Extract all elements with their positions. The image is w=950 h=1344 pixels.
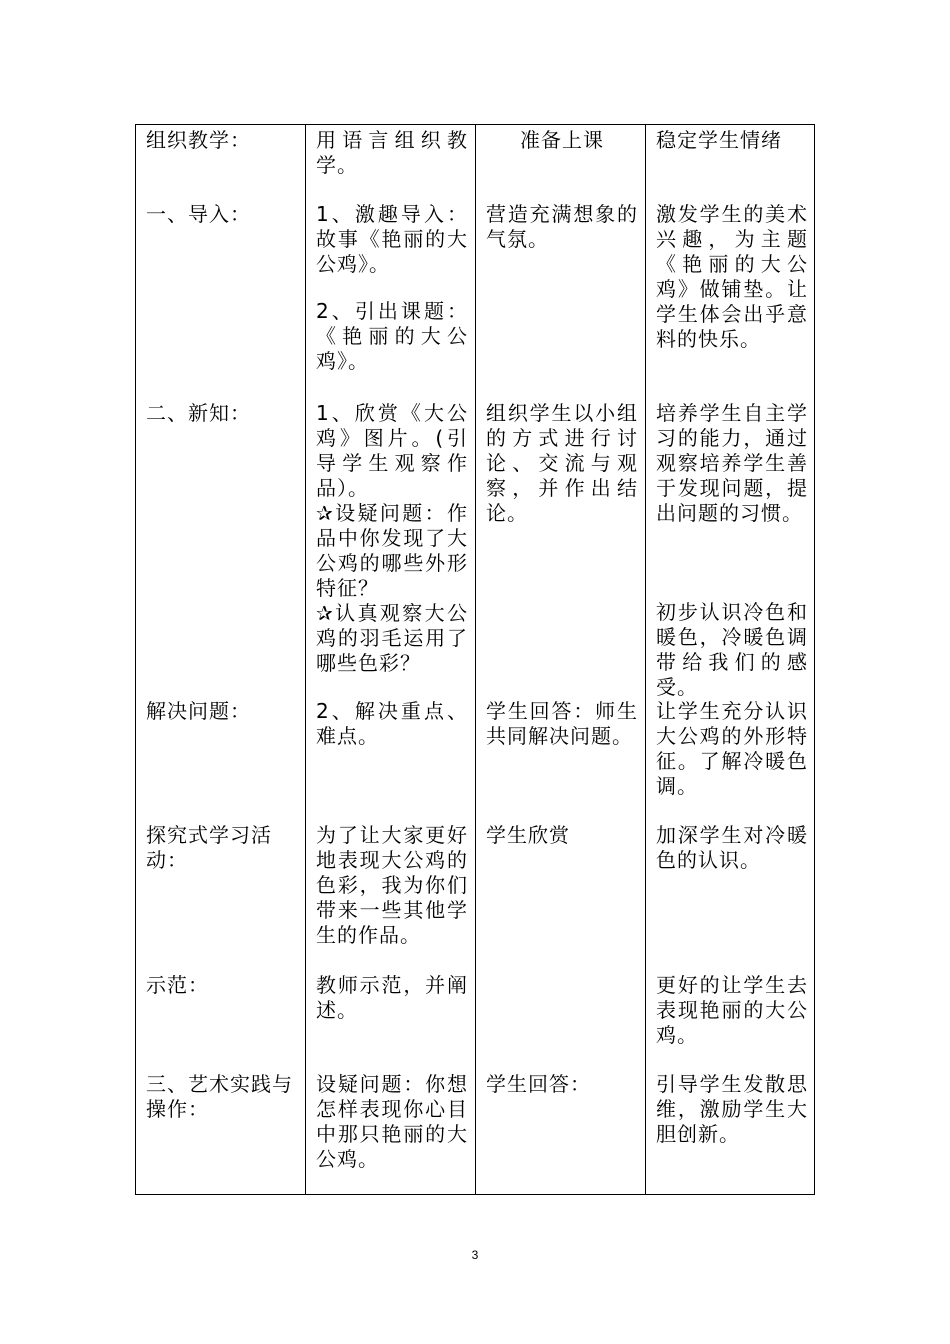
step-label-solve: 解决问题： [146,699,251,723]
design-intent-new-knowledge: 培养学生自主学习的能力，通过观察培养学生善于发现问题，提出问题的习惯。 [656,401,808,525]
design-intent-practice: 引导学生发散思维，激励学生大胆创新。 [656,1072,808,1146]
step-label-inquiry: 探究式学习活动： [146,823,272,872]
step-label-intro: 一、导入： [146,202,251,226]
design-intent-solve: 让学生充分认识大公鸡的外形特征。了解冷暖色调。 [656,699,808,798]
student-activity-solve: 学生回答：师生共同解决问题。 [486,699,638,748]
step-label-organize: 组织教学： [146,128,251,152]
design-intent-organize: 稳定学生情绪 [656,128,782,152]
column-divider [475,125,476,1194]
design-intent-demo: 更好的让学生去表现艳丽的大公鸡。 [656,973,808,1047]
teacher-activity-practice: 设疑问题：你想怎样表现你心目中那只艳丽的大公鸡。 [316,1072,468,1171]
teacher-activity-topic: 2、引出课题：《艳丽的大公鸡》。 [316,299,468,373]
design-intent-intro: 激发学生的美术兴趣，为主题《艳丽的大公鸡》做铺垫。让学生体会出乎意料的快乐。 [656,202,808,351]
step-label-practice: 三、艺术实践与操作： [146,1072,293,1121]
teacher-activity-organize: 用语言组织教学。 [316,128,468,177]
teacher-activity-demo: 教师示范，并阐述。 [316,973,468,1022]
column-divider [645,125,646,1194]
design-intent-inquiry: 加深学生对冷暖色的认识。 [656,823,808,872]
student-activity-inquiry: 学生欣赏 [486,823,570,847]
step-label-demo: 示范： [146,973,209,997]
teacher-activity-solve: 2、解决重点、难点。 [316,699,468,748]
column-divider [305,125,306,1194]
step-label-new-knowledge: 二、新知： [146,401,251,425]
page-number: 3 [471,1248,479,1262]
design-intent-colors: 初步认识冷色和暖色，冷暖色调带给我们的感受。 [656,600,808,699]
teacher-activity-inquiry: 为了让大家更好地表现大公鸡的色彩，我为你们带来一些其他学生的作品。 [316,823,468,947]
student-activity-organize: 准备上课 [520,128,604,152]
teacher-activity-new-knowledge: 1、欣赏《大公鸡》图片。(引导学生观察作品）。 ✰设疑问题：作品中你发现了大公鸡的哪些外形特征？ ✰认真观察大公鸡的羽毛运用了哪些色彩？ [316,401,468,675]
teacher-activity-intro: 1、激趣导入：故事《艳丽的大公鸡》。 [316,202,468,276]
student-activity-intro: 营造充满想象的气氛。 [486,202,638,251]
lesson-plan-table [135,124,815,1195]
student-activity-new-knowledge: 组织学生以小组的方式进行讨论、交流与观察，并作出结论。 [486,401,638,525]
student-activity-practice: 学生回答： [486,1072,591,1096]
